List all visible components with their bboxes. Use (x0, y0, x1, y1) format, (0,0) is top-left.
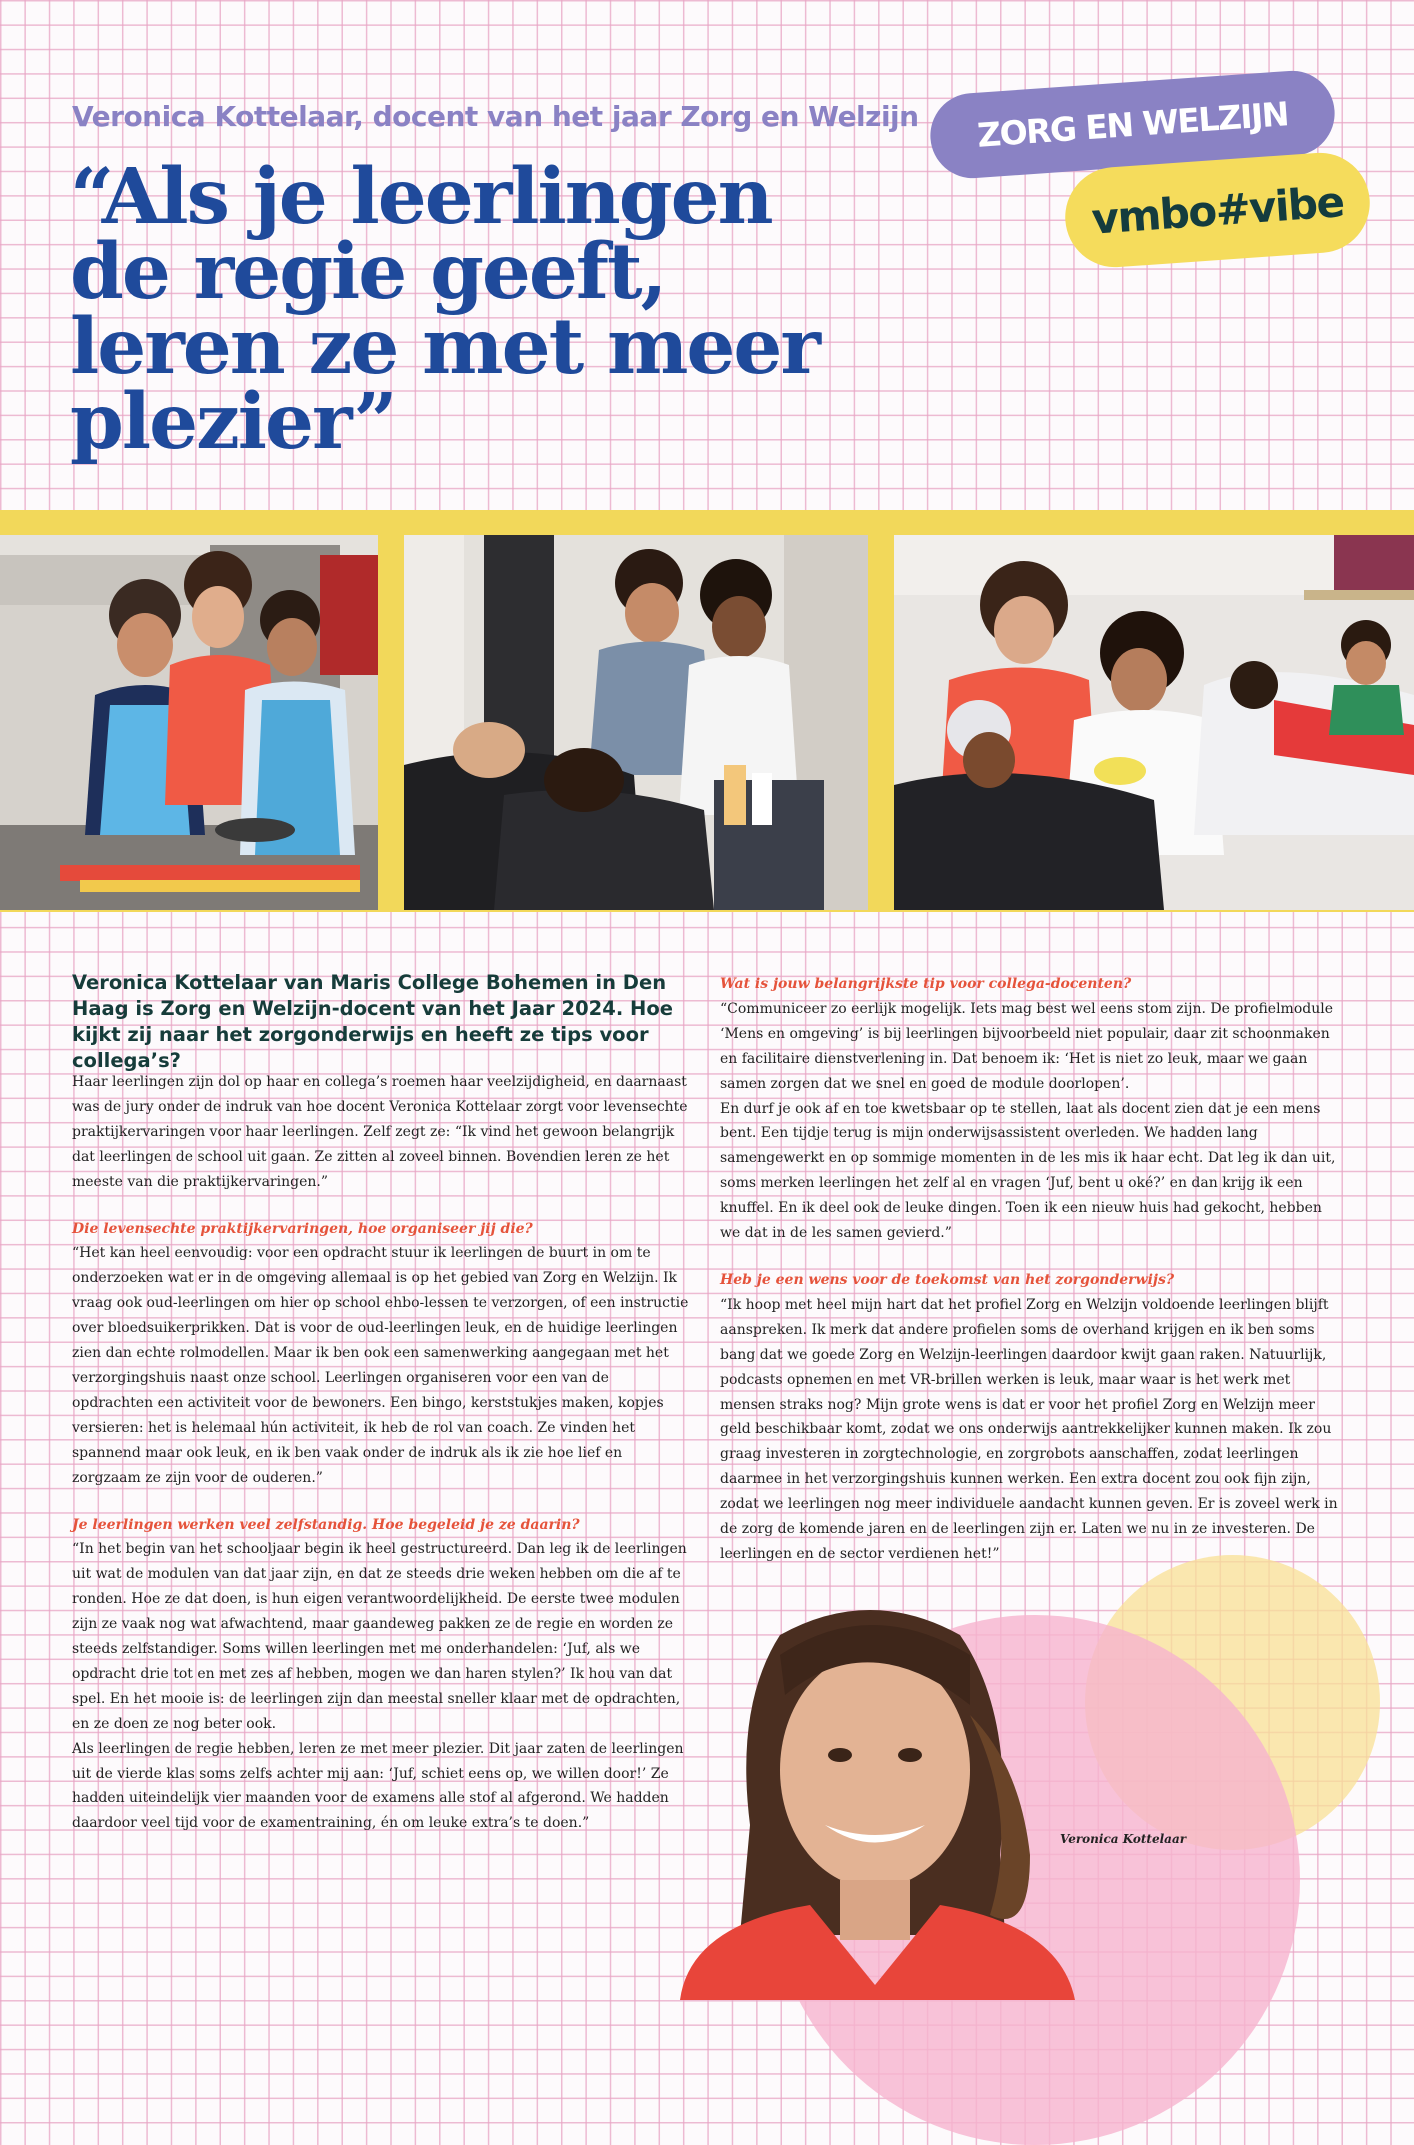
qa-block (720, 972, 1340, 1097)
question-heading: Je leerlingen werken veel zelfstandig. Hoe begeleid je ze daarin? (72, 1516, 580, 1533)
kicker: Veronica Kottelaar, docent van het jaar Zorg en Welzijn (72, 100, 919, 133)
photo-caption: Veronica Kottelaar (1060, 1832, 1187, 1846)
photo-hairwash-image (404, 535, 868, 910)
sector-badge: ZORG EN WELZIJN (928, 68, 1338, 181)
photo-facial-image (894, 535, 1414, 910)
photo-cooking (0, 535, 378, 910)
photo-cooking-image (0, 535, 378, 910)
page-title: “Als je leerlingen de regie geeft, leren ze met meer plezier” (70, 152, 819, 467)
portrait-image (670, 1595, 1090, 2000)
qa-block (72, 1217, 692, 1491)
answer-text: “Communiceer zo eerlijk mogelijk. Iets mag best wel eens stom zijn. De profielmodule ‘Mens en omgeving’ is bij leerlingen bijvoorbeeld niet populair, daar zit schoonmaken en facilitaire dienstverlening in. Dat benoem ik: ‘Het is niet zo leuk, maar we gaan samen zorgen dat we snel en goed de module doorlopen’. (720, 1000, 1333, 1092)
portrait-photo (670, 1595, 1090, 2000)
answer-text: “In het begin van het schooljaar begin ik heel gestructureerd. Dan leg ik de leerlingen uit wat de modulen van dat jaar zijn, en dat ze steeds drie weken hebben om die af te ronden. Hoe ze dat doen, is hun eigen verantwoordelijkheid. De eerste twee modulen zijn ze vaak nog wat afwachtend, maar gaandeweg pakken ze de regie en worden ze steeds zelfstandiger. Soms willen leerlingen met me onderhandelen: ‘Juf, als we opdracht drie tot en met zes af hebben, mogen we dan haren stylen?’ Ik hou van dat spel. En het mooie is: de leerlingen zijn dan meestal sneller klaar met de opdrachten, en ze doen ze nog beter ook. (72, 1541, 687, 1732)
qa-block (720, 1268, 1340, 1567)
photo-facial (894, 535, 1414, 910)
qa-block (72, 1513, 692, 1737)
paragraph: En durf je ook af en toe kwetsbaar op te stellen, laat als docent zien dat je een mens bent. Een tijdje terug is mijn onderwijsassistent overleden. We hadden lang samengewerkt en op sommige momenten in de les mis ik haar echt. Dat leg ik dan uit, soms merken leerlingen het zelf al en vragen ‘Juf, bent u oké?’ en dan krijg ik een knuffel. En ik deel ook de leuke dingen. Toen ik een nieuw huis had gekocht, hebben we dat in de les samen gevierd.” (720, 1100, 1336, 1242)
article-column-left (72, 1070, 692, 1858)
photo-hairwash (404, 535, 868, 910)
question-heading: Heb je een wens voor de toekomst van het zorgonderwijs? (720, 1271, 1175, 1288)
answer-text: “Het kan heel eenvoudig: voor een opdracht stuur ik leerlingen de buurt in om te onderzoeken wat er in de omgeving allemaal is op het gebied van Zorg en Welzijn. Ik vraag ook oud-leerlingen om hier op school ehbo-lessen te verzorgen, of een instructie over bloedsuikerprikken. Dat is voor de oud-leerlingen leuk, en de huidige leerlingen zien dan echte rolmodellen. Maar ik ben ook een samenwerking aangegaan met het verzorgingshuis naast onze school. Leerlingen organiseren voor een van de opdrachten een activiteit voor de bewoners. Een bingo, kerststukjes maken, kopjes versieren: het is helemaal hún activiteit, ik heb de rol van coach. Ze vinden het spannend maar ook leuk, en ik ben vaak onder de indruk als ik zie hoe lief en zorgzaam ze zijn voor de ouderen.” (72, 1245, 689, 1486)
tag-badge: vmbo#vibe (1062, 149, 1373, 270)
question-heading: Wat is jouw belangrijkste tip voor collega-docenten? (720, 976, 1132, 992)
paragraph: Haar leerlingen zijn dol op haar en collega’s roemen haar veelzijdigheid, en daarnaast was de jury onder de indruk van hoe docent Veronica Kottelaar zorgt voor levensechte praktijkervaringen voor haar leerlingen. Zelf zegt ze: “Ik vind het gewoon belangrijk dat leerlingen de school uit gaan. Ze zitten al zoveel binnen. Bovendien leren ze het meeste van die praktijkervaringen.” (72, 1074, 688, 1190)
article-column-right (720, 972, 1340, 1589)
paragraph: Als leerlingen de regie hebben, leren ze met meer plezier. Dit jaar zaten de leerlingen uit de vierde klas soms zelfs achter mij aan: ‘Juf, schiet eens op, we willen door!’ Ze hadden uiteindelijk vier maanden voor de examens alle stof al afgerond. We hadden daardoor veel tijd voor de examentraining, én om leuke extra’s te doen.” (72, 1740, 684, 1832)
answer-text: “Ik hoop met heel mijn hart dat het profiel Zorg en Welzijn voldoende leerlingen blijft aanspreken. Ik merk dat andere profielen soms de overhand krijgen en ik ben soms bang dat we goede Zorg en Welzijn-leerlingen daardoor kwijt gaan raken. Natuurlijk, podcasts opnemen en met VR-brillen werken is leuk, maar waar is het werk met mensen straks nog? Mijn grote wens is dat er voor het profiel Zorg en Welzijn meer geld beschikbaar komt, zodat we ons onderwijs aantrekkelijker kunnen maken. Ik zou graag investeren in zorgtechnologie, en zorgrobots aanschaffen, zodat leerlingen daarmee in het verzorgingshuis kunnen werken. Een extra docent zou ook fijn zijn, zodat we leerlingen nog meer individuele aandacht kunnen geven. Er is zoveel werk in de zorg de komende jaren en de leerlingen zijn er. Laten we nu in ze investeren. De leerlingen en de sector verdienen het!” (720, 1296, 1338, 1562)
question-heading: Die levensechte praktijkervaringen, hoe organiseer jij die? (72, 1220, 533, 1237)
article-intro: Veronica Kottelaar van Maris College Bohemen in Den Haag is Zorg en Welzijn-docent van het Jaar 2024. Hoe kijkt zij naar het zorgonderwijs en heeft ze tips voor collega’s? (72, 971, 673, 1072)
